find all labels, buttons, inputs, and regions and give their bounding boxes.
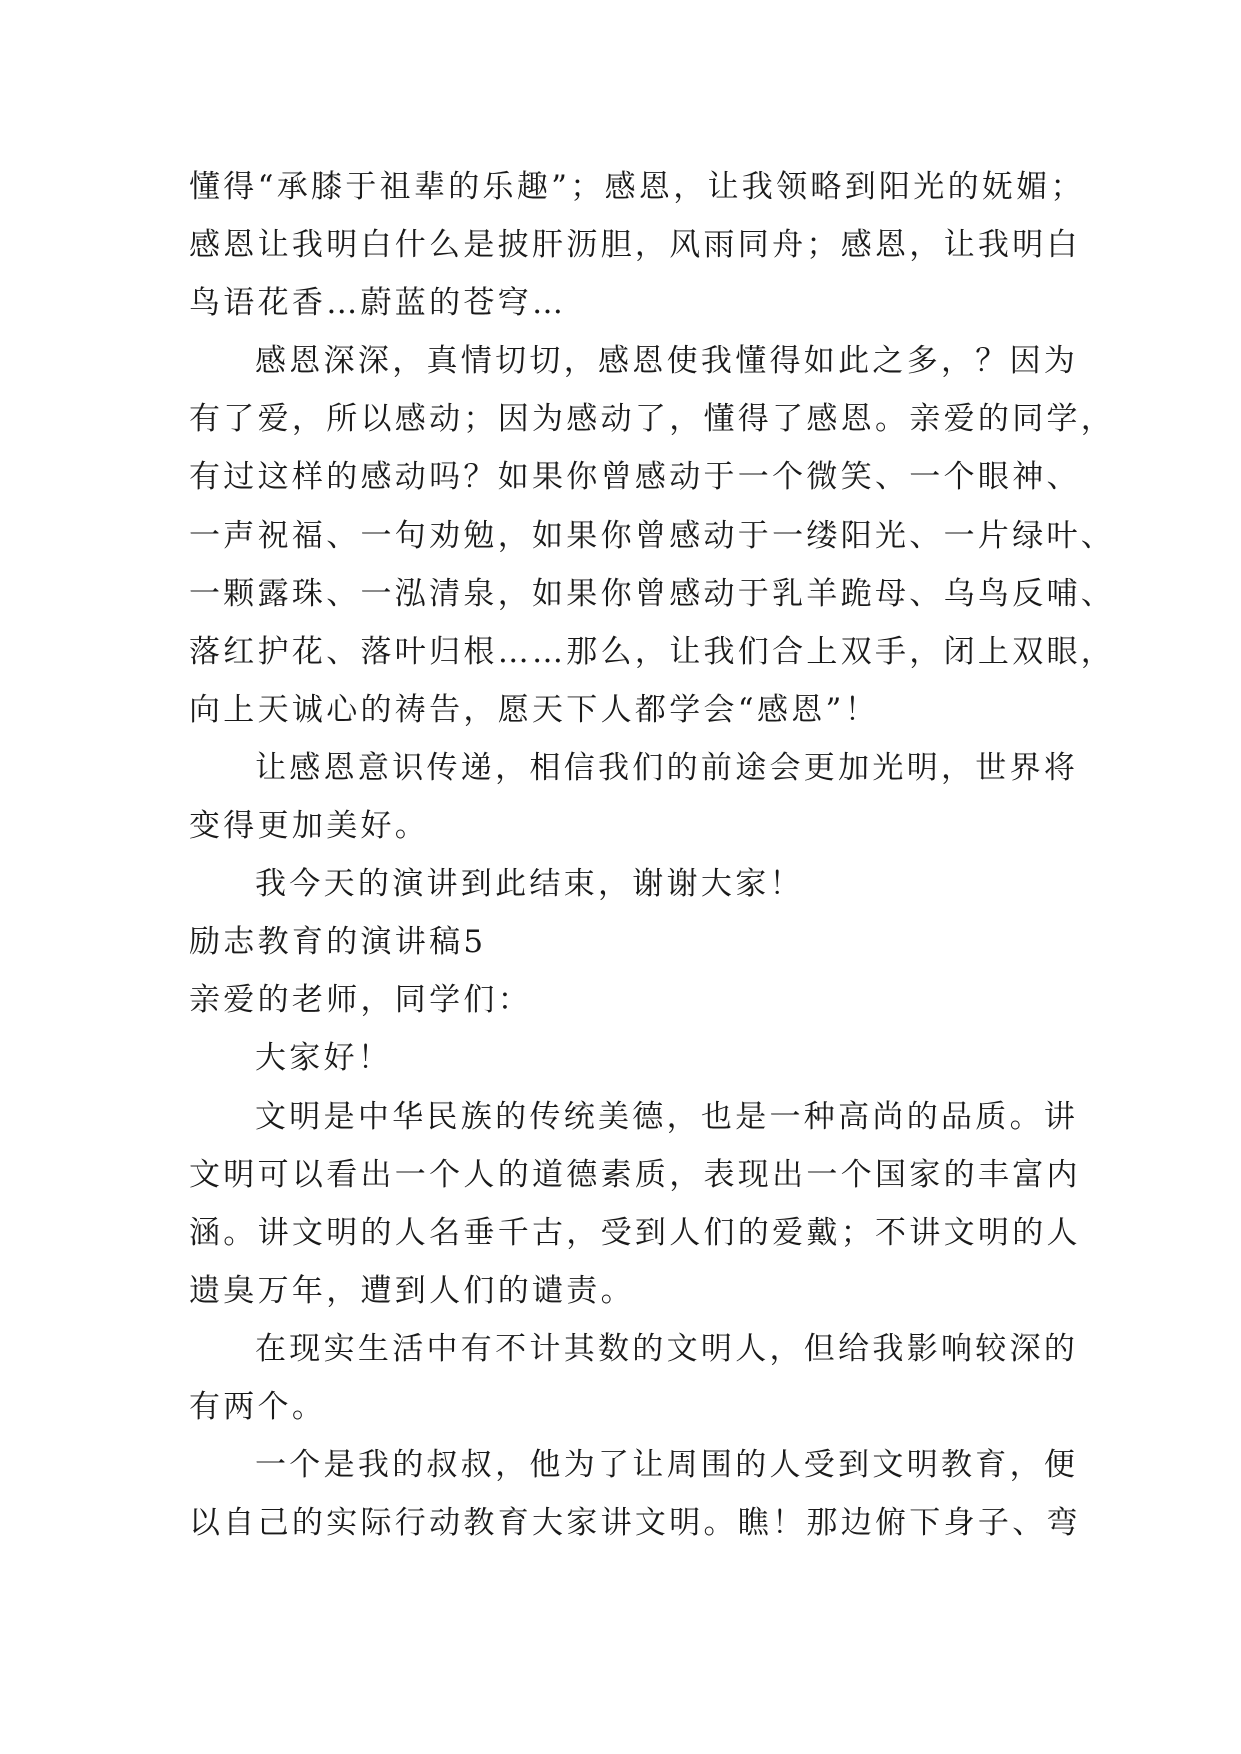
text-line: 向上天诚心的祷告，愿天下人都学会“感恩”！	[189, 691, 879, 728]
greeting: 大家好！	[255, 1040, 393, 1077]
text-line: 有了爱，所以感动；因为感动了，懂得了感恩。亲爱的同学，	[189, 401, 1116, 438]
text-line: 以自己的实际行动教育大家讲文明。瞧！那边俯下身子、弯	[189, 1505, 1081, 1542]
text-line: 鸟语花香…蔚蓝的苍穹…	[189, 285, 567, 322]
text-line: 有两个。	[189, 1388, 327, 1425]
text-line: 一颗露珠、一泓清泉，如果你曾感动于乳羊跪母、乌鸟反哺、	[189, 575, 1116, 612]
text-line: 落红护花、落叶归根……那么，让我们合上双手，闭上双眼，	[189, 633, 1116, 670]
paragraph-first-line: 在现实生活中有不计其数的文明人，但给我影响较深的	[255, 1330, 1079, 1367]
salutation: 亲爱的老师，同学们：	[189, 982, 532, 1019]
text-line: 懂得“承膝于祖辈的乐趣”；感恩，让我领略到阳光的妩媚；	[189, 169, 1085, 205]
paragraph-first-line: 文明是中华民族的传统美德，也是一种高尚的品质。讲	[255, 1098, 1079, 1135]
text-line: 变得更加美好。	[189, 808, 430, 845]
text-line: 一声祝福、一句劝勉，如果你曾感动于一缕阳光、一片绿叶、	[189, 517, 1116, 554]
paragraph-first-line: 一个是我的叔叔，他为了让周围的人受到文明教育，便	[255, 1447, 1079, 1484]
closing-line: 我今天的演讲到此结束，谢谢大家！	[255, 866, 804, 903]
paragraph-first-line: 感恩深深，真情切切，感恩使我懂得如此之多，？因为	[255, 343, 1079, 380]
document-body	[189, 158, 1116, 1552]
section-title: 励志教育的演讲稿5	[189, 924, 487, 961]
paragraph-first-line: 让感恩意识传递，相信我们的前途会更加光明，世界将	[255, 749, 1079, 786]
text-line: 感恩让我明白什么是披肝沥胆，风雨同舟；感恩，让我明白	[189, 227, 1081, 264]
text-line: 有过这样的感动吗？如果你曾感动于一个微笑、一个眼神、	[189, 459, 1081, 496]
text-line: 涵。讲文明的人名垂千古，受到人们的爱戴；不讲文明的人	[189, 1214, 1081, 1251]
text-line: 遗臭万年，遭到人们的谴责。	[189, 1272, 635, 1309]
text-line: 文明可以看出一个人的道德素质，表现出一个国家的丰富内	[189, 1156, 1081, 1193]
